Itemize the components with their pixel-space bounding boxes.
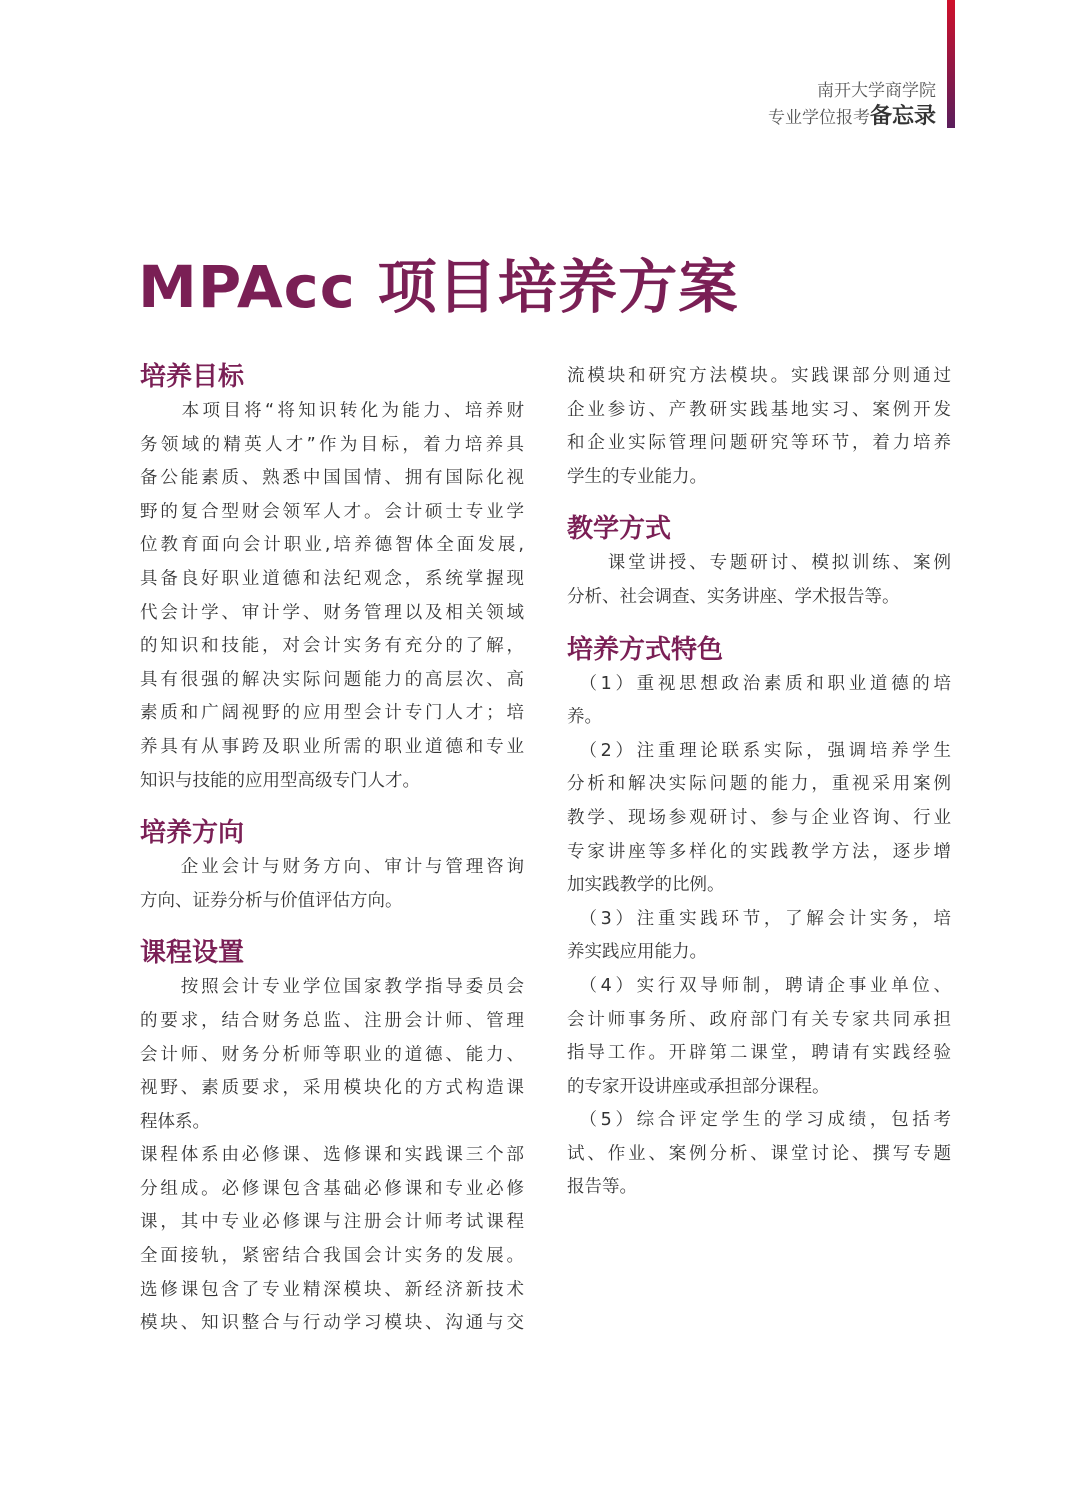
text-line: 代会计学、审计学、财务管理以及相关领域 <box>140 602 524 623</box>
section-heading: 教学方式 <box>567 514 672 545</box>
paragraph <box>140 1139 524 1341</box>
text-line: 位教育面向会计职业,培养德智体全面发展, <box>140 535 524 556</box>
text-line: （2）注重理论联系实际，强调培养学生 <box>567 740 951 761</box>
section-heading: 培养方式特色 <box>567 634 724 665</box>
text-line: 选修课包含了专业精深模块、新经济新技术 <box>140 1279 524 1300</box>
text-line: 和企业实际管理问题研究等环节，着力培养 <box>567 433 951 454</box>
paragraph <box>567 970 951 1104</box>
right-column <box>567 360 951 1205</box>
left-column <box>140 359 524 1341</box>
text-line: 会计师事务所、政府部门有关专家共同承担 <box>567 1009 951 1030</box>
text-line: 具有很强的解决实际问题能力的高层次、高 <box>140 669 524 690</box>
text-line: 学生的专业能力。 <box>567 466 707 487</box>
text-line: 务领域的精英人才”作为目标，着力培养具 <box>140 434 524 455</box>
text-line: 流模块和研究方法模块。实践课部分则通过 <box>567 366 951 386</box>
memo-label: 备忘录 <box>869 104 936 129</box>
text-line: 企业参访、产教研实践基地实习、案例开发 <box>567 399 951 420</box>
text-line: （5）综合评定学生的学习成绩，包括考 <box>567 1110 951 1131</box>
paragraph <box>567 547 951 614</box>
paragraph <box>567 668 951 735</box>
accent-bar <box>947 0 955 128</box>
text-line: 全面接轨，紧密结合我国会计实务的发展。 <box>140 1246 524 1267</box>
text-line: 野的复合型财会领军人才。会计硕士专业学 <box>140 501 524 522</box>
text-line: 课，其中专业必修课与注册会计师考试课程 <box>140 1212 524 1233</box>
text-line: （4）实行双导师制，聘请企事业单位、 <box>567 975 951 996</box>
text-line: （3）注重实践环节，了解会计实务，培 <box>567 908 951 929</box>
header-subtitle: 专业学位报考备忘录 <box>767 104 936 129</box>
text-line: 分组成。必修课包含基础必修课和专业必修 <box>140 1178 524 1199</box>
paragraph <box>567 735 951 903</box>
text-line: 专家讲座等多样化的实践教学方法，逐步增 <box>567 841 951 862</box>
text-line: 知识与技能的应用型高级专门人才。 <box>140 770 420 791</box>
text-line: 分析、社会调查、实务讲座、学术报告等。 <box>567 586 900 607</box>
page-header <box>768 78 936 131</box>
section-heading: 培养目标 <box>140 362 245 392</box>
text-line: 程体系。 <box>140 1111 210 1132</box>
text-line: 方向、证券分析与价值评估方向。 <box>140 890 403 911</box>
school-name: 南开大学商学院 <box>817 81 936 101</box>
text-line: 教学、现场参观研讨、参与企业咨询、行业 <box>567 807 951 828</box>
text-line: 视野、素质要求，采用模块化的方式构造课 <box>140 1078 524 1099</box>
text-line: 分析和解决实际问题的能力，重视采用案例 <box>567 774 951 795</box>
text-line: 按照会计专业学位国家教学指导委员会 <box>140 977 524 998</box>
text-line: 备公能素质、熟悉中国国情、拥有国际化视 <box>140 468 524 489</box>
text-line: 的知识和技能，对会计实务有充分的了解， <box>140 636 524 657</box>
paragraph <box>140 851 524 918</box>
text-line: 试、作业、案例分析、课堂讨论、撰写专题 <box>567 1143 951 1164</box>
text-line: 会计师、财务分析师等职业的道德、能力、 <box>140 1044 524 1065</box>
text-line: 具备良好职业道德和法纪观念，系统掌握现 <box>140 568 524 589</box>
section-heading: 课程设置 <box>140 938 245 969</box>
text-line: 本项目将“将知识转化为能力、培养财 <box>140 401 524 421</box>
paragraph <box>567 1104 951 1205</box>
text-line: 课堂讲授、专题研讨、模拟训练、案例 <box>567 553 951 574</box>
text-line: 养实践应用能力。 <box>567 942 707 963</box>
text-line: 企业会计与财务方向、审计与管理咨询 <box>140 857 524 878</box>
text-line: 养。 <box>567 707 602 728</box>
text-line: 养具有从事跨及职业所需的职业道德和专业 <box>140 736 524 757</box>
text-line: 课程体系由必修课、选修课和实践课三个部 <box>140 1145 524 1166</box>
text-line: 加实践教学的比例。 <box>567 875 725 896</box>
paragraph <box>140 395 524 798</box>
paragraph <box>567 360 951 494</box>
section-heading: 培养方向 <box>140 818 245 849</box>
paragraph <box>140 971 524 1139</box>
paragraph <box>567 903 951 970</box>
text-line: 指导工作。开辟第二课堂，聘请有实践经验 <box>567 1043 951 1064</box>
text-line: 素质和广阔视野的应用型会计专门人才；培 <box>140 703 524 724</box>
text-line: 报告等。 <box>567 1177 637 1198</box>
text-line: （1）重视思想政治素质和职业道德的培 <box>567 673 951 694</box>
text-line: 的专家开设讲座或承担部分课程。 <box>567 1076 830 1097</box>
text-line: 的要求，结合财务总监、注册会计师、管理 <box>140 1010 524 1031</box>
page-title: MPAcc 项目培养方案 <box>138 253 739 321</box>
text-line: 模块、知识整合与行动学习模块、沟通与交 <box>140 1313 524 1334</box>
